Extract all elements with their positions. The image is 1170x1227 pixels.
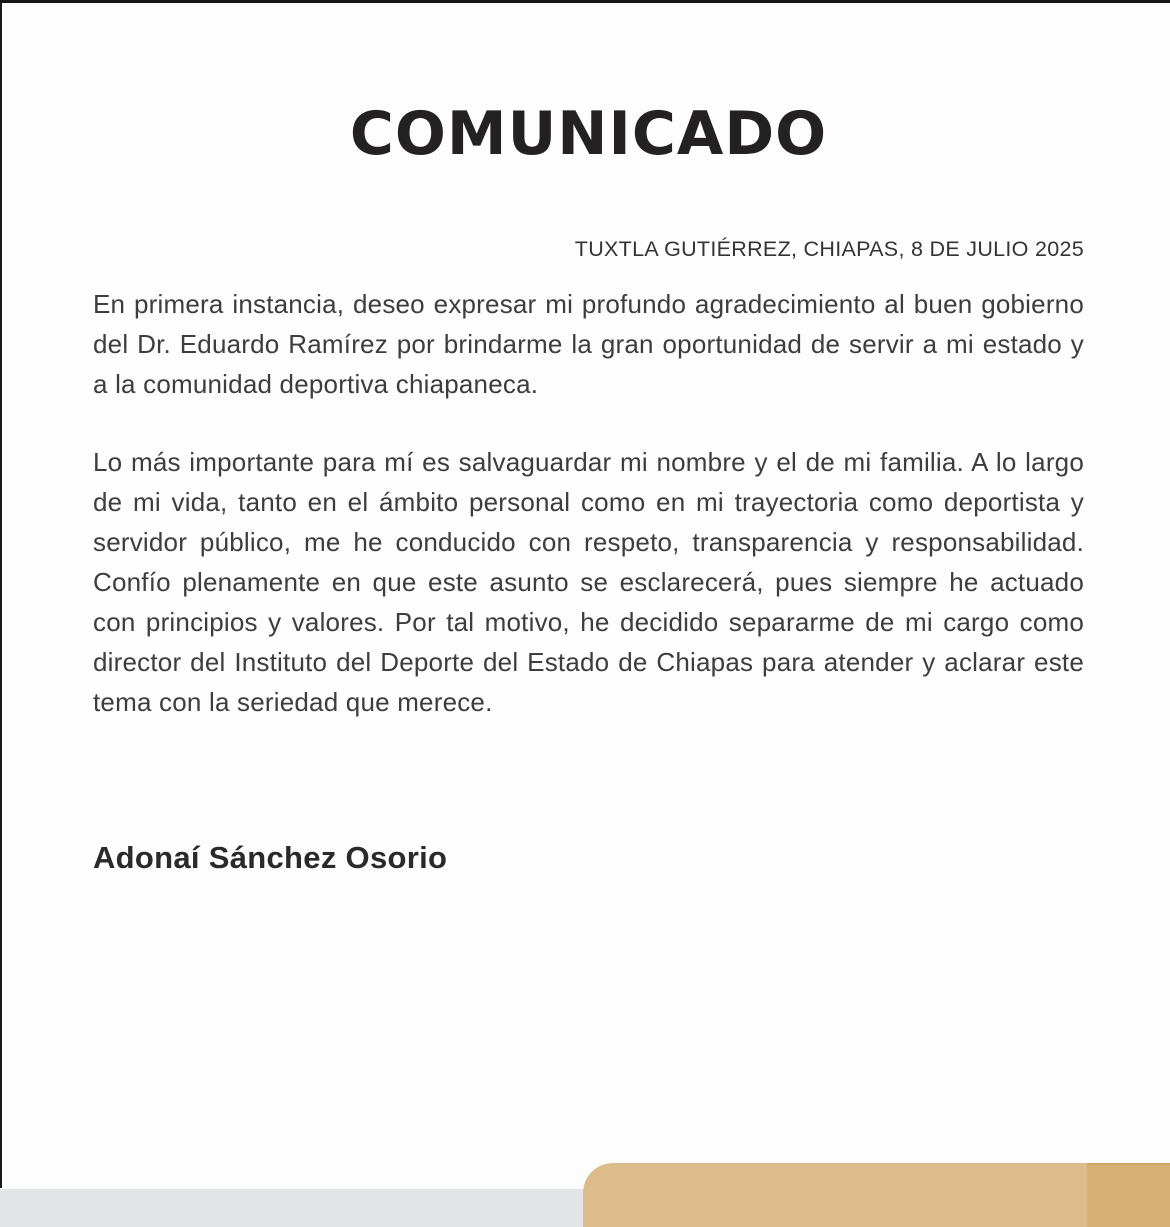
footer-tan-dark-shape	[1087, 1163, 1170, 1227]
paragraph-resignation: Lo más importante para mí es salvaguardar mi nombre y el de mi familia. A lo largo de mi vida, tanto en el ámbito personal como en mi trayectoria como deportista y servidor público, me he conducido con respeto, transparencia y responsabilidad. Confío plenamente en que este asunto se esclarecerá, pues siempre he actuado con principios y valores. Por tal motivo, he decidido separarme de mi cargo como director del Instituto del Deporte del Estado de Chiapas para atender y aclarar este tema con la seriedad que merece.	[93, 447, 1084, 717]
body-text-block	[93, 284, 1084, 722]
paragraph-gratitude: En primera instancia, deseo expresar mi profundo agradecimiento al buen gobierno del Dr. Eduardo Ramírez por brindarme la gran oportunidad de servir a mi estado y a la comunidad deportiva chiapaneca.	[93, 289, 1084, 399]
footer-tan-light-shape	[583, 1163, 1170, 1227]
footer-gray-strip	[0, 1189, 583, 1227]
page-title: COMUNICADO	[349, 99, 828, 169]
dateline: TUXTLA GUTIÉRREZ, CHIAPAS, 8 DE JULIO 2025	[574, 237, 1084, 261]
signature-name: Adonaí Sánchez Osorio	[93, 840, 448, 875]
